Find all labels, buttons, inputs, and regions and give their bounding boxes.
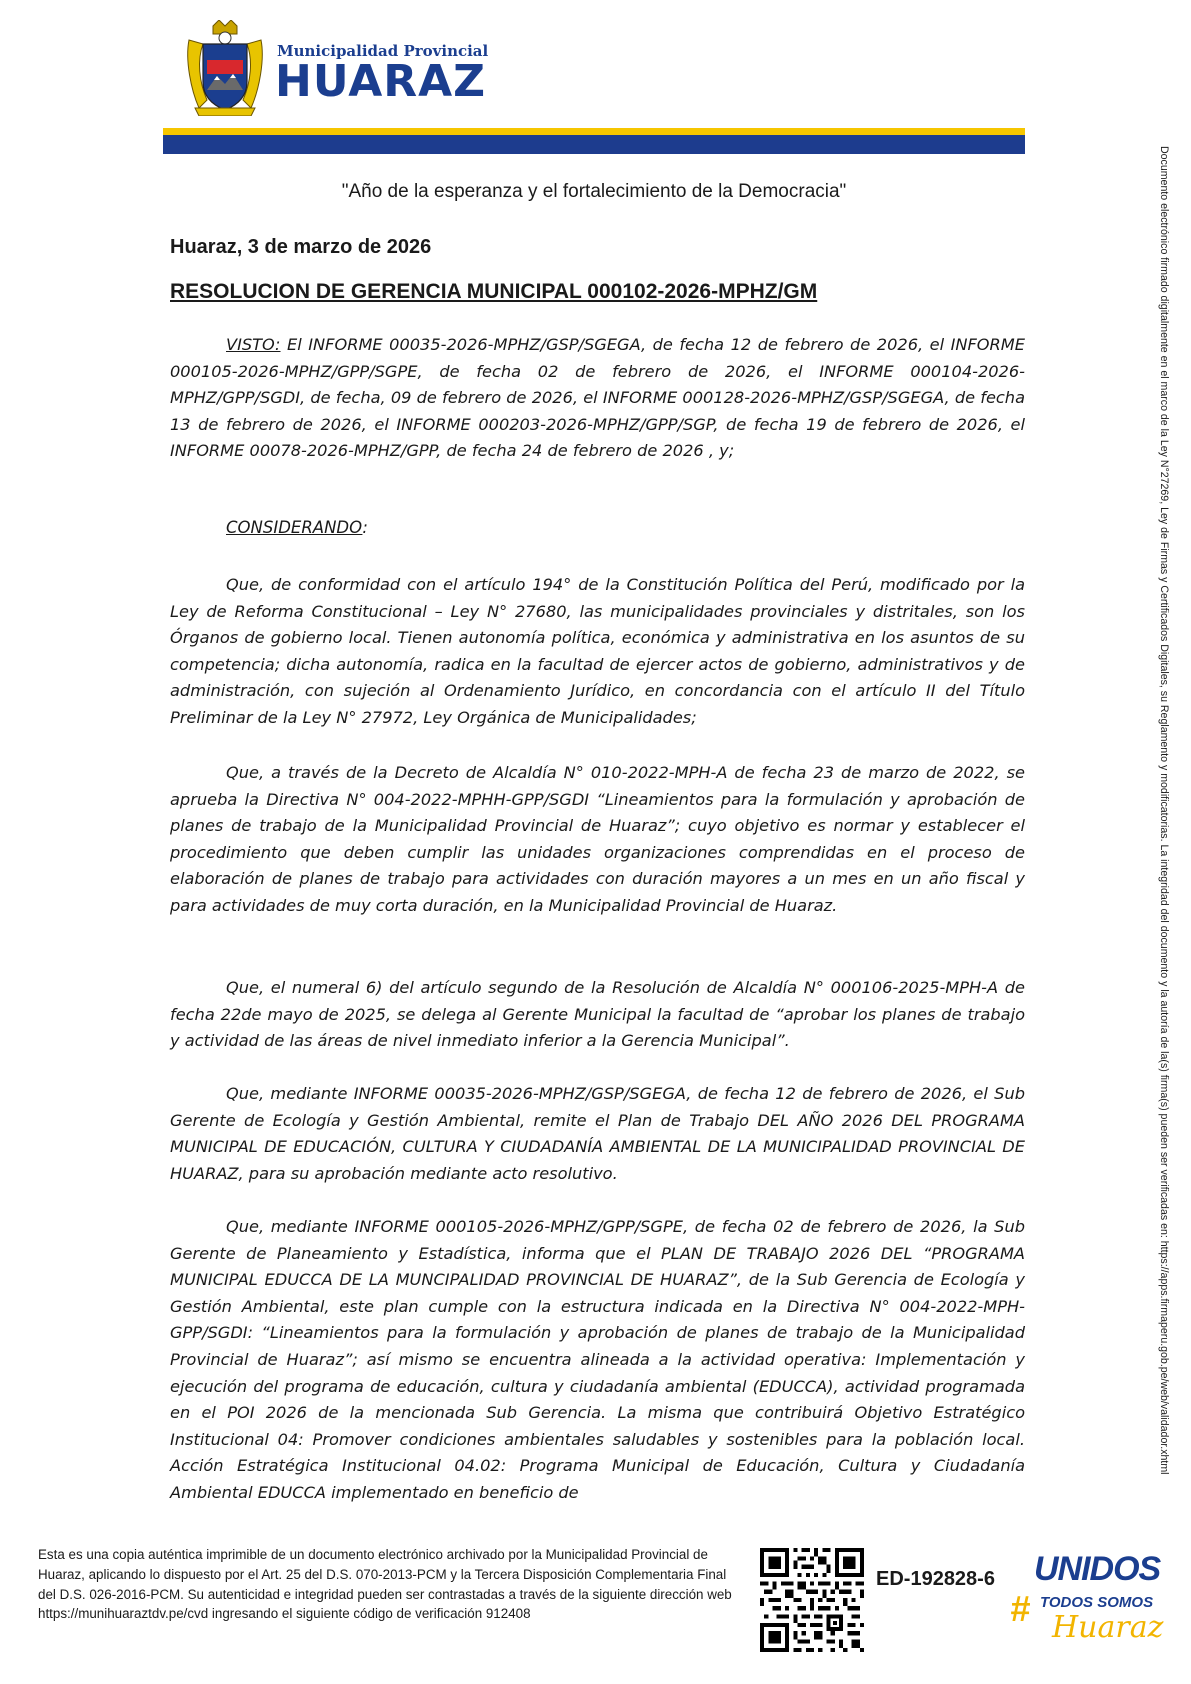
qr-code-icon	[760, 1548, 864, 1652]
unidos-campaign-logo	[1010, 1550, 1170, 1660]
date-line: Huaraz, 3 de marzo de 2026	[170, 236, 432, 258]
resolution-title: RESOLUCION DE GERENCIA MUNICIPAL 000102-2026-MPHZ/GM	[170, 280, 818, 303]
visto-paragraph	[170, 332, 1025, 465]
considerando-paragraph-3: Que, el numeral 6) del artículo segundo de la Resolución de Alcaldía N° 000106-2025-MPH-A de fecha 22de mayo de 2025, se delega al Gerente Municipal la facultad de “aprobar los planes de trabajo y actividad de las áreas de nivel inmediato inferior a la Gerencia Municipal”.	[170, 978, 1025, 1051]
logo-subtitle: Municipalidad Provincial	[277, 42, 489, 60]
coat-of-arms-icon	[185, 20, 265, 116]
digital-signature-note: Documento electrónico firmado digitalmente en el marco de la Ley N°27269, Ley de Firmas y Certificados Digitales, su Reglamento y modificatorias. La integridad del documento y la autoría de la(s) firma(s) pueden ser verificadas en: https://apps.firmaperu.gob.pe/web/validador.xhtml	[1158, 146, 1170, 1475]
considerando-paragraph-2: Que, a través de la Decreto de Alcaldía N° 010-2022-MPH-A de fecha 23 de marzo de 2022, se aprueba la Directiva N° 004-2022-MPHH-GPP/SGDI “Lineamientos para la formulación y aprobación de planes de trabajo de la Municipalidad Provincial de Huaraz”; cuyo objetivo es normar y establecer el procedimiento que deben cumplir las unidades organizaciones comprendidas en el proceso de elaboración de planes de trabajo para actividades con duración mayores a un mes en un año fiscal y para actividades de muy corta duración, en la Municipalidad Provincial de Huaraz.	[170, 763, 1025, 915]
header-bar-yellow	[163, 128, 1025, 135]
considerando-colon: :	[362, 518, 368, 537]
considerando-paragraph-4: Que, mediante INFORME 00035-2026-MPHZ/GSP/SGEGA, de fecha 12 de febrero de 2026, el Sub Gerente de Ecología y Gestión Ambiental, remite el Plan de Trabajo DEL AÑO 2026 DEL PROGRAMA MUNICIPAL DE EDUCACIÓN, CULTURA Y CIUDADANÍA AMBIENTAL DE LA MUNICIPALIDAD PROVINCIAL DE HUARAZ, para su aprobación mediante acto resolutivo.	[170, 1084, 1025, 1183]
authenticity-notice: Esta es una copia auténtica imprimible de un documento electrónico archivado por la Municipalidad Provincial de Huaraz, aplicando lo dispuesto por el Art. 25 del D.S. 070-2013-PCM y la Tercera Disposición Complementaria Final del D.S. 026-2016-PCM. Su autenticidad e integridad pueden ser contrastadas a través de la siguiente dirección web https://munihuaraztdv.pe/cvd ingresando el siguiente código de verificación 912408	[38, 1547, 732, 1622]
considerando-label: CONSIDERANDO	[226, 518, 363, 537]
considerando-paragraph-1: Que, de conformidad con el artículo 194° de la Constitución Política del Perú, modificado por la Ley de Reforma Constitucional – Ley N° 27680, las municipalidades provinciales y distritales, son los Órganos de gobierno local. Tienen autonomía política, económica y administrativa en los asuntos de su competencia; dicha autonomía, radica en la facultad de ejercer actos de gobierno, administrativos y de administración, con sujeción al Ordenamiento Jurídico, en concordancia con el artículo II del Título Preliminar de la Ley N° 27972, Ley Orgánica de Municipalidades;	[170, 575, 1025, 727]
visto-text: El INFORME 00035-2026-MPHZ/GSP/SGEGA, de fecha 12 de febrero de 2026, el INFORME 000105-2026-MPHZ/GPP/SGPE, de fecha 02 de febrero de 2026, el INFORME 000104-2026-MPHZ/GPP/SGDI, de fecha, 09 de febrero de 2026, el INFORME 000128-2026-MPHZ/GSP/SGEGA, de fecha 13 de febrero de 2026, el INFORME 000203-2026-MPHZ/GPP/SGP, de fecha 19 de febrero de 2026, el INFORME 00078-2026-MPHZ/GPP, de fecha 24 de febrero de 2026 , y;	[170, 335, 1025, 461]
hashtag-icon: #	[1010, 1588, 1031, 1629]
campaign-subtitle: TODOS SOMOS	[1040, 1594, 1154, 1611]
document-code: ED-192828-6	[876, 1568, 995, 1590]
considerando-heading	[226, 518, 368, 537]
municipality-logo	[185, 20, 489, 120]
campaign-city: Huaraz	[1052, 1610, 1164, 1645]
header-bar-blue	[163, 135, 1025, 154]
logo-title: HUARAZ	[275, 56, 487, 107]
considerando-paragraph-5: Que, mediante INFORME 000105-2026-MPHZ/GPP/SGPE, de fecha 02 de febrero de 2026, la Sub Gerente de Planeamiento y Estadística, informa que el PLAN DE TRABAJO 2026 DEL “PROGRAMA MUNICIPAL EDUCCA DE LA MUNCIPALIDAD PROVINCIAL DE HUARAZ”, de la Sub Gerencia de Ecología y Gestión Ambiental, este plan cumple con la estructura indicada en la Directiva N° 004-2022-MPH-GPP/SGDI: “Lineamientos para la formulación y aprobación de planes de trabajo de la Municipalidad Provincial de Huaraz”; así mismo se encuentra alineada a la actividad operativa: Implementación y ejecución del programa de educación, cultura y ciudadanía ambiental (EDUCCA), actividad programada en el POI 2026 de la mencionada Sub Gerencia. La misma que contribuirá Objetivo Estratégico Institucional 04: Promover condiciones ambientales saludables y sostenibles para la población local. Acción Estratégica Institucional 04.02: Programa Municipal de Educación, Cultura y Ciudadanía Ambiental EDUCCA implementado en beneficio de	[170, 1217, 1025, 1502]
year-motto: "Año de la esperanza y el fortalecimiento de la Democracia"	[341, 181, 847, 202]
visto-label: VISTO:	[226, 335, 281, 354]
campaign-title: UNIDOS	[1034, 1550, 1161, 1588]
